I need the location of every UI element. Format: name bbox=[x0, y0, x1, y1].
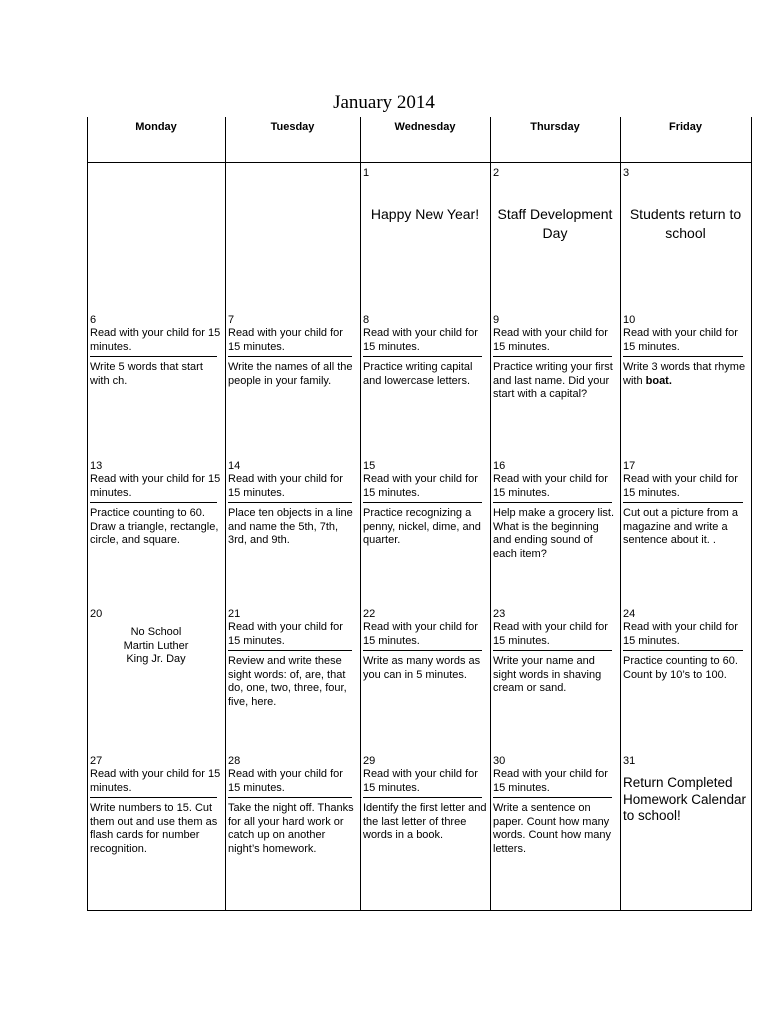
day-cell bbox=[620, 167, 751, 313]
task-divider bbox=[623, 502, 743, 503]
reading-task: Read with your child for 15 minutes. bbox=[623, 473, 738, 499]
day-cell bbox=[360, 460, 490, 606]
day-number: 13 bbox=[90, 460, 103, 472]
day-cell bbox=[87, 167, 225, 313]
reading-task: Read with your child for 15 minutes. bbox=[228, 768, 343, 794]
reading-task: Read with your child for 15 minutes. bbox=[363, 327, 478, 353]
activity-task: Place ten objects in a line and name the 5th, 7th, 3rd, and 9th. bbox=[228, 507, 353, 546]
task-divider bbox=[623, 650, 743, 651]
activity-text: Write 3 words that rhyme with bbox=[623, 361, 746, 387]
day-cell bbox=[620, 755, 751, 905]
task-divider bbox=[90, 356, 217, 357]
task-divider bbox=[228, 797, 352, 798]
day-number: 23 bbox=[493, 608, 506, 620]
reading-task: Read with your child for 15 minutes. bbox=[90, 473, 221, 499]
task-divider bbox=[363, 356, 482, 357]
event-note: Students return to school bbox=[629, 206, 742, 241]
day-cell bbox=[490, 755, 620, 905]
day-number: 9 bbox=[493, 314, 500, 326]
day-cell bbox=[87, 460, 225, 606]
day-number: 8 bbox=[363, 314, 370, 326]
header-wednesday bbox=[360, 117, 490, 162]
header-thursday bbox=[490, 117, 620, 162]
reading-task: Read with your child for 15 minutes. bbox=[90, 768, 221, 794]
task-divider bbox=[493, 502, 612, 503]
day-cell bbox=[490, 460, 620, 606]
activity-task: Review and write these sight words: of, are, that do, one, two, three, four, five, here. bbox=[228, 655, 347, 708]
calendar-grid bbox=[87, 117, 752, 911]
day-number: 3 bbox=[623, 167, 630, 179]
day-cell bbox=[490, 167, 620, 313]
activity-task: Write numbers to 15. Cut them out and use them as flash cards for number recognition. bbox=[90, 802, 218, 855]
day-number: 28 bbox=[228, 755, 241, 767]
reading-task: Read with your child for 15 minutes. bbox=[228, 327, 343, 353]
day-cell bbox=[490, 314, 620, 460]
task-divider bbox=[493, 797, 612, 798]
day-cell bbox=[620, 608, 751, 754]
day-number: 1 bbox=[363, 167, 370, 179]
day-number: 2 bbox=[493, 167, 500, 179]
reading-task: Read with your child for 15 minutes. bbox=[493, 473, 608, 499]
day-number: 24 bbox=[623, 608, 636, 620]
header-tuesday bbox=[225, 117, 360, 162]
calendar-title: January 2014 bbox=[333, 92, 435, 113]
header-label: Wednesday bbox=[394, 121, 456, 133]
reading-task: Read with your child for 15 minutes. bbox=[623, 327, 738, 353]
activity-task: Practice writing capital and lowercase letters. bbox=[363, 361, 473, 387]
day-number: 10 bbox=[623, 314, 636, 326]
day-cell bbox=[225, 755, 360, 905]
day-cell bbox=[620, 314, 751, 460]
day-cell bbox=[87, 314, 225, 460]
day-cell bbox=[87, 608, 225, 754]
header-monday bbox=[87, 117, 225, 162]
day-number: 31 bbox=[623, 755, 636, 767]
day-cell bbox=[360, 167, 490, 313]
reading-task: Read with your child for 15 minutes. bbox=[228, 473, 343, 499]
day-number: 20 bbox=[90, 608, 103, 620]
day-number: 29 bbox=[363, 755, 376, 767]
reading-task: Read with your child for 15 minutes. bbox=[493, 327, 608, 353]
day-cell bbox=[225, 167, 360, 313]
day-number: 14 bbox=[228, 460, 241, 472]
task-divider bbox=[228, 650, 352, 651]
header-bottom-line bbox=[87, 162, 752, 163]
activity-task: Help make a grocery list. What is the beginning and ending sound of each item? bbox=[493, 507, 615, 560]
activity-task: Practice writing your first and last name. Did your start with a capital? bbox=[493, 361, 613, 400]
rhyme-word: boat. bbox=[645, 374, 672, 387]
day-number: 7 bbox=[228, 314, 235, 326]
task-divider bbox=[363, 797, 482, 798]
day-cell bbox=[490, 608, 620, 754]
day-number: 17 bbox=[623, 460, 636, 472]
holiday-note: No School Martin Luther King Jr. Day bbox=[123, 626, 189, 665]
activity-task: Identify the first letter and the last letter of three words in a book. bbox=[363, 802, 487, 841]
task-divider bbox=[363, 650, 482, 651]
activity-task: Write 5 words that start with ch. bbox=[90, 361, 203, 387]
day-cell bbox=[620, 460, 751, 606]
activity-task: Take the night off. Thanks for all your hard work or catch up on another night’s homework. bbox=[228, 802, 354, 855]
reading-task: Read with your child for 15 minutes. bbox=[363, 768, 478, 794]
task-divider bbox=[90, 797, 217, 798]
activity-task: Write the names of all the people in your family. bbox=[228, 361, 353, 387]
reminder-note: Return Completed Homework Calendar to school! bbox=[623, 775, 747, 823]
task-divider bbox=[493, 356, 612, 357]
day-cell bbox=[360, 608, 490, 754]
day-cell bbox=[87, 755, 225, 905]
reading-task: Read with your child for 15 minutes. bbox=[623, 621, 738, 647]
day-number: 30 bbox=[493, 755, 506, 767]
day-number: 27 bbox=[90, 755, 103, 767]
reading-task: Read with your child for 15 minutes. bbox=[228, 621, 343, 647]
day-cell bbox=[360, 755, 490, 905]
activity-task: Write your name and sight words in shaving cream or sand. bbox=[493, 655, 602, 694]
reading-task: Read with your child for 15 minutes. bbox=[493, 768, 608, 794]
day-cell bbox=[225, 314, 360, 460]
header-label: Tuesday bbox=[270, 121, 315, 133]
task-divider bbox=[228, 356, 352, 357]
day-cell bbox=[360, 314, 490, 460]
task-divider bbox=[228, 502, 352, 503]
header-label: Monday bbox=[135, 121, 177, 133]
task-divider bbox=[363, 502, 482, 503]
activity-task: Practice counting to 60. Count by 10’s to 100. bbox=[623, 655, 738, 681]
day-number: 21 bbox=[228, 608, 241, 620]
grid-line-right bbox=[751, 117, 752, 911]
header-label: Friday bbox=[668, 121, 702, 133]
reading-task: Read with your child for 15 minutes. bbox=[493, 621, 608, 647]
day-number: 15 bbox=[363, 460, 376, 472]
activity-task: Write as many words as you can in 5 minutes. bbox=[363, 655, 481, 681]
reading-task: Read with your child for 15 minutes. bbox=[90, 327, 221, 353]
activity-task: Write a sentence on paper. Count how many words. Count how many letters. bbox=[493, 802, 611, 855]
header-friday bbox=[620, 117, 751, 162]
reading-task: Read with your child for 15 minutes. bbox=[363, 473, 478, 499]
day-cell bbox=[225, 608, 360, 754]
event-note: Staff Development Day bbox=[497, 206, 613, 241]
reading-task: Read with your child for 15 minutes. bbox=[363, 621, 478, 647]
activity-task: Practice counting to 60. Draw a triangle, rectangle, circle, and square. bbox=[90, 507, 219, 546]
day-number: 22 bbox=[363, 608, 376, 620]
task-divider bbox=[90, 502, 217, 503]
task-divider bbox=[623, 356, 743, 357]
header-label: Thursday bbox=[530, 121, 580, 133]
activity-task bbox=[623, 361, 749, 388]
holiday-note: Happy New Year! bbox=[370, 206, 480, 222]
task-divider bbox=[493, 650, 612, 651]
grid-bottom-line bbox=[87, 910, 752, 911]
day-cell bbox=[225, 460, 360, 606]
activity-task: Practice recognizing a penny, nickel, dime, and quarter. bbox=[363, 507, 481, 546]
day-number: 16 bbox=[493, 460, 506, 472]
day-number: 6 bbox=[90, 314, 97, 326]
activity-task: Cut out a picture from a magazine and write a sentence about it. . bbox=[623, 507, 738, 546]
